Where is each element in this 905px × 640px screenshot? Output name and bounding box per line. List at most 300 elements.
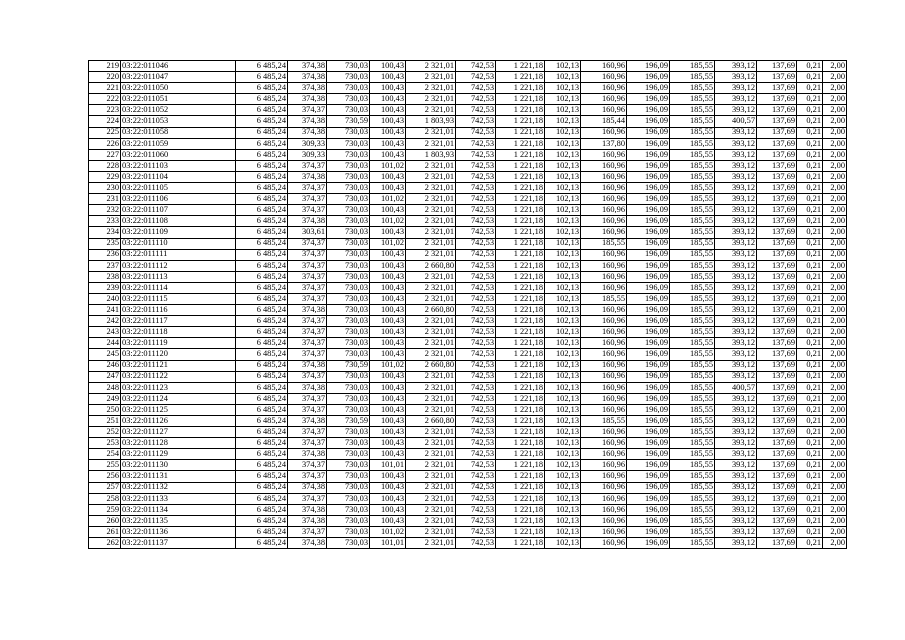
value-cell: 2,00 xyxy=(823,427,847,438)
table-row xyxy=(89,216,847,227)
value-cell: 0,21 xyxy=(797,427,823,438)
value-cell: 160,96 xyxy=(581,371,627,382)
value-cell: 2,00 xyxy=(823,349,847,360)
value-cell: 393,12 xyxy=(715,194,757,205)
value-cell: 2,00 xyxy=(823,293,847,304)
value-cell: 185,55 xyxy=(670,282,715,293)
value-cell: 1 221,18 xyxy=(496,382,545,393)
value-cell: 2,00 xyxy=(823,116,847,127)
value-cell: 137,69 xyxy=(757,149,797,160)
value-cell: 196,09 xyxy=(627,316,670,327)
value-cell: 730,03 xyxy=(327,138,370,149)
value-cell: 742,53 xyxy=(456,360,496,371)
value-cell: 0,21 xyxy=(797,305,823,316)
value-cell: 730,03 xyxy=(327,72,370,83)
code-cell: 03:22:011052 xyxy=(121,105,236,116)
value-cell: 137,69 xyxy=(757,538,797,549)
value-cell: 137,69 xyxy=(757,493,797,504)
value-cell: 393,12 xyxy=(715,460,757,471)
value-cell: 0,21 xyxy=(797,160,823,171)
value-cell: 0,21 xyxy=(797,205,823,216)
value-cell: 196,09 xyxy=(627,460,670,471)
value-cell: 742,53 xyxy=(456,382,496,393)
value-cell: 2 321,01 xyxy=(406,105,456,116)
value-cell: 100,43 xyxy=(370,449,406,460)
value-cell: 374,37 xyxy=(288,271,327,282)
table-row xyxy=(89,282,847,293)
value-cell: 137,69 xyxy=(757,449,797,460)
value-cell: 185,55 xyxy=(670,349,715,360)
value-cell: 137,69 xyxy=(757,238,797,249)
value-cell: 1 221,18 xyxy=(496,471,545,482)
value-cell: 160,96 xyxy=(581,127,627,138)
code-cell: 03:22:011132 xyxy=(121,482,236,493)
value-cell: 0,21 xyxy=(797,61,823,72)
value-cell: 185,55 xyxy=(670,515,715,526)
value-cell: 102,13 xyxy=(545,216,581,227)
value-cell: 2,00 xyxy=(823,105,847,116)
value-cell: 742,53 xyxy=(456,171,496,182)
value-cell: 6 485,24 xyxy=(236,438,288,449)
value-cell: 100,43 xyxy=(370,393,406,404)
row-number-cell: 224 xyxy=(89,116,121,127)
table-row xyxy=(89,471,847,482)
value-cell: 185,55 xyxy=(670,493,715,504)
value-cell: 1 221,18 xyxy=(496,438,545,449)
value-cell: 2 321,01 xyxy=(406,449,456,460)
value-cell: 742,53 xyxy=(456,349,496,360)
table-row xyxy=(89,327,847,338)
value-cell: 730,03 xyxy=(327,105,370,116)
value-cell: 100,43 xyxy=(370,260,406,271)
table-row xyxy=(89,238,847,249)
value-cell: 160,96 xyxy=(581,438,627,449)
code-cell: 03:22:011104 xyxy=(121,171,236,182)
value-cell: 2 321,01 xyxy=(406,349,456,360)
table-row xyxy=(89,194,847,205)
value-cell: 2,00 xyxy=(823,260,847,271)
value-cell: 393,12 xyxy=(715,327,757,338)
value-cell: 374,37 xyxy=(288,338,327,349)
value-cell: 185,55 xyxy=(670,416,715,427)
value-cell: 393,12 xyxy=(715,393,757,404)
value-cell: 160,96 xyxy=(581,194,627,205)
value-cell: 102,13 xyxy=(545,482,581,493)
value-cell: 730,03 xyxy=(327,216,370,227)
value-cell: 374,38 xyxy=(288,127,327,138)
value-cell: 102,13 xyxy=(545,160,581,171)
value-cell: 0,21 xyxy=(797,227,823,238)
row-number-cell: 234 xyxy=(89,227,121,238)
value-cell: 742,53 xyxy=(456,83,496,94)
value-cell: 742,53 xyxy=(456,493,496,504)
value-cell: 730,03 xyxy=(327,238,370,249)
value-cell: 100,43 xyxy=(370,327,406,338)
value-cell: 0,21 xyxy=(797,460,823,471)
value-cell: 374,37 xyxy=(288,471,327,482)
value-cell: 2 321,01 xyxy=(406,127,456,138)
value-cell: 1 803,93 xyxy=(406,149,456,160)
code-cell: 03:22:011129 xyxy=(121,449,236,460)
value-cell: 1 221,18 xyxy=(496,327,545,338)
value-cell: 393,12 xyxy=(715,205,757,216)
value-cell: 1 221,18 xyxy=(496,305,545,316)
value-cell: 100,43 xyxy=(370,416,406,427)
value-cell: 185,55 xyxy=(670,105,715,116)
row-number-cell: 261 xyxy=(89,526,121,537)
value-cell: 185,55 xyxy=(670,149,715,160)
value-cell: 101,02 xyxy=(370,360,406,371)
value-cell: 303,61 xyxy=(288,227,327,238)
value-cell: 6 485,24 xyxy=(236,382,288,393)
code-cell: 03:22:011115 xyxy=(121,293,236,304)
value-cell: 393,12 xyxy=(715,216,757,227)
value-cell: 6 485,24 xyxy=(236,260,288,271)
value-cell: 102,13 xyxy=(545,305,581,316)
value-cell: 102,13 xyxy=(545,238,581,249)
value-cell: 2 660,80 xyxy=(406,260,456,271)
value-cell: 102,13 xyxy=(545,526,581,537)
value-cell: 102,13 xyxy=(545,105,581,116)
code-cell: 03:22:011134 xyxy=(121,504,236,515)
value-cell: 2 321,01 xyxy=(406,382,456,393)
value-cell: 730,03 xyxy=(327,183,370,194)
table-row xyxy=(89,293,847,304)
row-number-cell: 255 xyxy=(89,460,121,471)
value-cell: 730,03 xyxy=(327,61,370,72)
code-cell: 03:22:011126 xyxy=(121,416,236,427)
code-cell: 03:22:011121 xyxy=(121,360,236,371)
table-row xyxy=(89,61,847,72)
table-row xyxy=(89,504,847,515)
value-cell: 730,03 xyxy=(327,271,370,282)
value-cell: 100,43 xyxy=(370,371,406,382)
value-cell: 196,09 xyxy=(627,216,670,227)
value-cell: 185,55 xyxy=(670,538,715,549)
value-cell: 137,69 xyxy=(757,216,797,227)
code-cell: 03:22:011108 xyxy=(121,216,236,227)
value-cell: 6 485,24 xyxy=(236,526,288,537)
value-cell: 2 321,01 xyxy=(406,205,456,216)
value-cell: 0,21 xyxy=(797,338,823,349)
value-cell: 2,00 xyxy=(823,160,847,171)
value-cell: 196,09 xyxy=(627,282,670,293)
value-cell: 374,38 xyxy=(288,504,327,515)
row-number-cell: 230 xyxy=(89,183,121,194)
value-cell: 100,43 xyxy=(370,249,406,260)
value-cell: 742,53 xyxy=(456,438,496,449)
value-cell: 393,12 xyxy=(715,360,757,371)
row-number-cell: 219 xyxy=(89,61,121,72)
value-cell: 137,69 xyxy=(757,349,797,360)
value-cell: 2,00 xyxy=(823,238,847,249)
value-cell: 1 221,18 xyxy=(496,371,545,382)
value-cell: 0,21 xyxy=(797,493,823,504)
row-number-cell: 225 xyxy=(89,127,121,138)
value-cell: 2 321,01 xyxy=(406,171,456,182)
value-cell: 393,12 xyxy=(715,471,757,482)
value-cell: 102,13 xyxy=(545,538,581,549)
value-cell: 100,43 xyxy=(370,72,406,83)
table-row xyxy=(89,393,847,404)
value-cell: 100,43 xyxy=(370,471,406,482)
code-cell: 03:22:011117 xyxy=(121,316,236,327)
value-cell: 6 485,24 xyxy=(236,127,288,138)
value-cell: 2 321,01 xyxy=(406,194,456,205)
value-cell: 2,00 xyxy=(823,416,847,427)
value-cell: 160,96 xyxy=(581,227,627,238)
value-cell: 196,09 xyxy=(627,160,670,171)
value-cell: 6 485,24 xyxy=(236,238,288,249)
value-cell: 374,38 xyxy=(288,72,327,83)
value-cell: 1 221,18 xyxy=(496,238,545,249)
value-cell: 742,53 xyxy=(456,316,496,327)
value-cell: 374,37 xyxy=(288,427,327,438)
value-cell: 6 485,24 xyxy=(236,460,288,471)
value-cell: 102,13 xyxy=(545,249,581,260)
value-cell: 100,43 xyxy=(370,183,406,194)
value-cell: 102,13 xyxy=(545,393,581,404)
value-cell: 0,21 xyxy=(797,504,823,515)
value-cell: 742,53 xyxy=(456,194,496,205)
value-cell: 102,13 xyxy=(545,149,581,160)
value-cell: 137,69 xyxy=(757,227,797,238)
value-cell: 185,55 xyxy=(670,371,715,382)
value-cell: 6 485,24 xyxy=(236,404,288,415)
value-cell: 2,00 xyxy=(823,493,847,504)
value-cell: 2 321,01 xyxy=(406,72,456,83)
value-cell: 196,09 xyxy=(627,327,670,338)
value-cell: 374,37 xyxy=(288,316,327,327)
value-cell: 196,09 xyxy=(627,349,670,360)
value-cell: 393,12 xyxy=(715,316,757,327)
value-cell: 6 485,24 xyxy=(236,105,288,116)
value-cell: 6 485,24 xyxy=(236,493,288,504)
value-cell: 137,69 xyxy=(757,393,797,404)
value-cell: 374,37 xyxy=(288,349,327,360)
value-cell: 137,69 xyxy=(757,316,797,327)
value-cell: 0,21 xyxy=(797,316,823,327)
value-cell: 160,96 xyxy=(581,61,627,72)
value-cell: 101,02 xyxy=(370,526,406,537)
value-cell: 196,09 xyxy=(627,382,670,393)
value-cell: 1 221,18 xyxy=(496,360,545,371)
value-cell: 0,21 xyxy=(797,449,823,460)
value-cell: 102,13 xyxy=(545,271,581,282)
value-cell: 730,03 xyxy=(327,371,370,382)
value-cell: 374,38 xyxy=(288,360,327,371)
value-cell: 160,96 xyxy=(581,382,627,393)
value-cell: 2 321,01 xyxy=(406,238,456,249)
value-cell: 1 221,18 xyxy=(496,393,545,404)
value-cell: 730,03 xyxy=(327,293,370,304)
value-cell: 102,13 xyxy=(545,515,581,526)
value-cell: 160,96 xyxy=(581,526,627,537)
value-cell: 742,53 xyxy=(456,94,496,105)
value-cell: 196,09 xyxy=(627,83,670,94)
value-cell: 2,00 xyxy=(823,94,847,105)
value-cell: 374,37 xyxy=(288,460,327,471)
value-cell: 101,02 xyxy=(370,160,406,171)
value-cell: 2 321,01 xyxy=(406,160,456,171)
value-cell: 2 321,01 xyxy=(406,504,456,515)
value-cell: 393,12 xyxy=(715,482,757,493)
value-cell: 6 485,24 xyxy=(236,482,288,493)
value-cell: 2,00 xyxy=(823,460,847,471)
row-number-cell: 259 xyxy=(89,504,121,515)
value-cell: 160,96 xyxy=(581,460,627,471)
value-cell: 2,00 xyxy=(823,526,847,537)
value-cell: 374,37 xyxy=(288,371,327,382)
row-number-cell: 232 xyxy=(89,205,121,216)
value-cell: 2 321,01 xyxy=(406,227,456,238)
value-cell: 102,13 xyxy=(545,171,581,182)
value-cell: 742,53 xyxy=(456,427,496,438)
value-cell: 160,96 xyxy=(581,349,627,360)
value-cell: 2,00 xyxy=(823,194,847,205)
value-cell: 2 321,01 xyxy=(406,94,456,105)
value-cell: 6 485,24 xyxy=(236,316,288,327)
value-cell: 730,03 xyxy=(327,482,370,493)
value-cell: 2,00 xyxy=(823,171,847,182)
value-cell: 6 485,24 xyxy=(236,249,288,260)
value-cell: 742,53 xyxy=(456,227,496,238)
value-cell: 730,03 xyxy=(327,493,370,504)
value-cell: 393,12 xyxy=(715,138,757,149)
value-cell: 730,03 xyxy=(327,316,370,327)
value-cell: 1 221,18 xyxy=(496,116,545,127)
value-cell: 1 221,18 xyxy=(496,183,545,194)
value-cell: 393,12 xyxy=(715,438,757,449)
value-cell: 1 221,18 xyxy=(496,316,545,327)
value-cell: 102,13 xyxy=(545,327,581,338)
value-cell: 2 660,80 xyxy=(406,305,456,316)
value-cell: 1 221,18 xyxy=(496,171,545,182)
value-cell: 1 221,18 xyxy=(496,216,545,227)
value-cell: 730,03 xyxy=(327,194,370,205)
value-cell: 400,57 xyxy=(715,382,757,393)
value-cell: 1 221,18 xyxy=(496,404,545,415)
row-number-cell: 239 xyxy=(89,282,121,293)
value-cell: 100,43 xyxy=(370,105,406,116)
value-cell: 393,12 xyxy=(715,449,757,460)
value-cell: 196,09 xyxy=(627,293,670,304)
code-cell: 03:22:011119 xyxy=(121,338,236,349)
value-cell: 730,03 xyxy=(327,460,370,471)
value-cell: 2 321,01 xyxy=(406,515,456,526)
value-cell: 6 485,24 xyxy=(236,360,288,371)
value-cell: 0,21 xyxy=(797,349,823,360)
value-cell: 1 221,18 xyxy=(496,504,545,515)
value-cell: 730,03 xyxy=(327,382,370,393)
value-cell: 374,38 xyxy=(288,305,327,316)
value-cell: 6 485,24 xyxy=(236,116,288,127)
value-cell: 137,69 xyxy=(757,271,797,282)
code-cell: 03:22:011109 xyxy=(121,227,236,238)
value-cell: 1 221,18 xyxy=(496,449,545,460)
value-cell: 393,12 xyxy=(715,504,757,515)
value-cell: 196,09 xyxy=(627,171,670,182)
value-cell: 2,00 xyxy=(823,404,847,415)
value-cell: 100,43 xyxy=(370,316,406,327)
value-cell: 102,13 xyxy=(545,293,581,304)
value-cell: 100,43 xyxy=(370,305,406,316)
value-cell: 100,43 xyxy=(370,149,406,160)
value-cell: 393,12 xyxy=(715,160,757,171)
value-cell: 742,53 xyxy=(456,482,496,493)
row-number-cell: 223 xyxy=(89,105,121,116)
value-cell: 1 803,93 xyxy=(406,116,456,127)
value-cell: 1 221,18 xyxy=(496,416,545,427)
value-cell: 730,03 xyxy=(327,149,370,160)
value-cell: 2 321,01 xyxy=(406,282,456,293)
table-row xyxy=(89,360,847,371)
value-cell: 0,21 xyxy=(797,438,823,449)
value-cell: 137,69 xyxy=(757,94,797,105)
value-cell: 742,53 xyxy=(456,504,496,515)
table-row xyxy=(89,205,847,216)
value-cell: 102,13 xyxy=(545,438,581,449)
value-cell: 100,43 xyxy=(370,116,406,127)
value-cell: 160,96 xyxy=(581,338,627,349)
value-cell: 742,53 xyxy=(456,327,496,338)
value-cell: 0,21 xyxy=(797,249,823,260)
value-cell: 2,00 xyxy=(823,127,847,138)
value-cell: 6 485,24 xyxy=(236,160,288,171)
value-cell: 185,55 xyxy=(670,460,715,471)
value-cell: 393,12 xyxy=(715,404,757,415)
value-cell: 137,69 xyxy=(757,471,797,482)
value-cell: 2 321,01 xyxy=(406,249,456,260)
table-row xyxy=(89,127,847,138)
value-cell: 2 321,01 xyxy=(406,327,456,338)
value-cell: 185,55 xyxy=(670,471,715,482)
value-cell: 6 485,24 xyxy=(236,138,288,149)
value-cell: 196,09 xyxy=(627,183,670,194)
code-cell: 03:22:011124 xyxy=(121,393,236,404)
row-number-cell: 220 xyxy=(89,72,121,83)
value-cell: 100,43 xyxy=(370,482,406,493)
code-cell: 03:22:011118 xyxy=(121,327,236,338)
value-cell: 100,43 xyxy=(370,293,406,304)
value-cell: 2,00 xyxy=(823,438,847,449)
value-cell: 100,43 xyxy=(370,438,406,449)
value-cell: 102,13 xyxy=(545,205,581,216)
value-cell: 0,21 xyxy=(797,105,823,116)
value-cell: 393,12 xyxy=(715,349,757,360)
value-cell: 160,96 xyxy=(581,216,627,227)
value-cell: 2 321,01 xyxy=(406,427,456,438)
value-cell: 393,12 xyxy=(715,271,757,282)
code-cell: 03:22:011136 xyxy=(121,526,236,537)
table-row xyxy=(89,183,847,194)
value-cell: 6 485,24 xyxy=(236,83,288,94)
value-cell: 742,53 xyxy=(456,404,496,415)
value-cell: 160,96 xyxy=(581,94,627,105)
table-row xyxy=(89,438,847,449)
value-cell: 160,96 xyxy=(581,105,627,116)
value-cell: 100,43 xyxy=(370,404,406,415)
value-cell: 0,21 xyxy=(797,471,823,482)
row-number-cell: 237 xyxy=(89,260,121,271)
value-cell: 374,38 xyxy=(288,116,327,127)
value-cell: 2,00 xyxy=(823,538,847,549)
table-row xyxy=(89,493,847,504)
value-cell: 2,00 xyxy=(823,183,847,194)
value-cell: 137,69 xyxy=(757,194,797,205)
value-cell: 196,09 xyxy=(627,205,670,216)
value-cell: 185,55 xyxy=(670,338,715,349)
